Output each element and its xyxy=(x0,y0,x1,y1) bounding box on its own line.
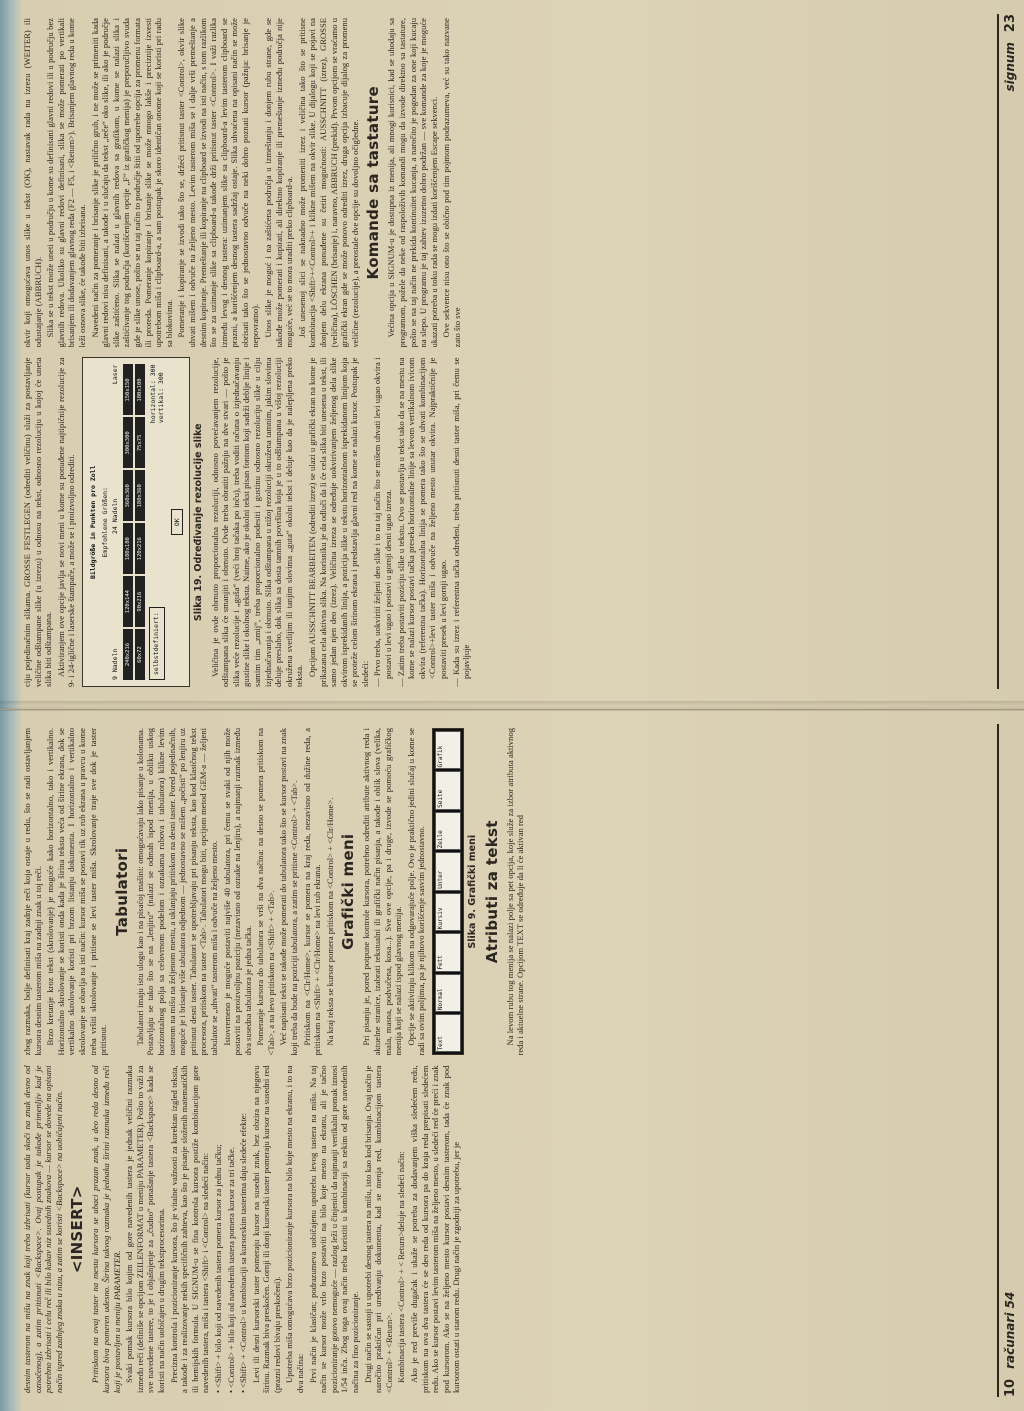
paragraph: Ako je red previše dugačak i ukaže se potreba za dodavanjem viška sledećem redu, pritiskom na ova dva tastera će se deo reda od kursora pa do kraja reda prepisati sledećem redu. Ako se kursor postavi levim tasterom miša na željeno mesto, u sledeći red će preći i znak pod kursorom. Ako se na željeno mesto kursor postavi desnim tasterom, tada će znak pod kursorom ostati u starom redu. Drugi način je zgodniji za upotrebu, jer je xyxy=(409,1065,462,1393)
paragraph: Tabulatori imaju istu ulogu kao i na pisaćoj mašini: omogućavaju lako pisanje u kolonama. Postavljaju se tako što se na „lenjiru“ (nalazi se odmah ispod menija, u obliku uskog horizontalnog polja sa celovrnom podelom i oznakama rubova i tabulatora) klikne levim tasterom na mišu na željenom mestu, a uklanjaju pritiskom na desni taster. Pored pojedinačnih, moguće je i brisanje više tabulatora odjednom — jednostavno se mišem „počisti“ po lenjiru uz pritisnut desni taster. Tabulatori se upotrebljavaju pri pisanju teksta, kao kod klasičnog tekst procesora, pritiskom na taster <Tab>. Tabulatori mogu biti, opcijom metod GEM-a — željeni tabulator se „uhvati“ tasterom miša i odvuče na željeno mesto. xyxy=(134,728,219,1056)
resolution-option: 240x216 xyxy=(123,629,133,680)
resolution-option: 120x144 xyxy=(123,576,133,627)
menu-cell: Grafik xyxy=(435,731,461,769)
bullet-item: • <Control> + bilo koji od navedenih tastera pomera kursor za tri tačke. xyxy=(225,1147,236,1393)
figure-resolution-dialog xyxy=(82,358,190,688)
paragraph: Pri pisanju je, pored potpune kontrole kursora, potrebno odrediti atribute aktivnog reda i aktuelne stranice, izabrati tekstualni ili grafički način pisanja, a takođe i oblik slova (velika, mala, masna, podvučena, kosa...). Sve ove opcije, pa i druge, izvode se pomoću grafičkog menija koji se nalazi ispod glavnog menija. xyxy=(361,728,404,1056)
paragraph: Na levom rubu tog menija se nalazi polje sa pet opcija, koje služe za izbor atributa aktivnog reda i aktuelne strane. Opcijom TEXT se određuje da li će aktivan red xyxy=(504,728,526,1056)
figure-caption: Slika 9. Grafički meni xyxy=(467,834,478,949)
figure-graphic-menu xyxy=(432,728,464,1056)
section-heading-graficki-meni: Grafički meni xyxy=(339,833,358,950)
dash-item: — Zatim treba postaviti poziciju slike u tekstu. Ovo se postavlja u tekst tako da se na mestu na kome se nalazi kursor postavi tačka preseka horizontalne linije sa levom vertikalnom ivicom okvira (referentna tačka). Horizontalna linija se pomera tako što se uhvati kombinacijom <Control>+levi taster miša i odvuče na željeno mesto unutar okvira. Najpraktičnije je postaviti presek u levi gornji ugao. xyxy=(395,357,449,687)
right-column-2 xyxy=(22,18,952,348)
paragraph: Prvi način je klasičan; podrazumeva uobičajenu upotrebu levog tastera na mišu. Na taj način se kursor može vrlo brzo postaviti na bilo koje mesto na ekranu, ali je tačno pozicioniranje gotovo nemoguće — razlog leži u činjenici da najmanji vertikalni pomak iznosi 1/54 inča. Zbog toga ovaj način treba koristiti u kombinaciji sa nekim od gore navedenih načina za fino pozicioniranje. xyxy=(307,1065,361,1393)
custom-values xyxy=(149,365,165,424)
paragraph: zbog razmaka, bolje definisati kraj zadnje reči koja ostaje u redu, što se radi ostavljanjem kursora desnim tasterom miša na zadnji znak u toj reči. xyxy=(22,728,43,1056)
paragraph: Precizna kontrola i pozicioniranje kursora, što je vitalne važnosti za korektan izgled teksta, a takođe i za realizovanje nekih specifičnih zahteva, kao što je pisanje složenih matematičkih ili hemijskih formula. U SIGNUM-u se fina kontrola kursora postiže kombinacijom gore navedenih tastera, miša i tastera <Shift> i <Control> na sledeći način: xyxy=(168,1065,211,1393)
paragraph: Pritiskom na ovaj taster na mestu kursora se ubaci prazan znak, a deo reda desno od kursora biva pomeren udesno. Širina takvog razmaka je jednaka širini razmaka između reči koji je postavljen u meniju PARAMETER. xyxy=(90,1065,122,1393)
paragraph: Veličina je ovde obrnuto proporcionalna rezoluciji, odnosno povećavanjem rezolucije, odštampana slika će smanjiti i obrnuto. Ovde treba obratiti pažnju na dve stvari — pošto je slika veće rezolucije i „guša“ (veći broj tačaka po inču), treba voditi računa o izjednačavanju gustine slike i okolnog teksta. Naime, ako je okolni tekst pisan fontom koji sadrži deblje linije i samim tim „zmij“, treba proporcionalno podesiti i gustinu odnosno rezoluciju slike u cilju izjednačavanja i obrnuto. Slika odštampana u nižoj rezoluciji okružena tamnim, jakim slovima deluje preslabo, dok slika sa dosta tamnih površina koja je u to odštampana u višoj rezoluciji okružena svetlijim ili tanjim slovima „guta“ okolni tekst i deluje kao da je nalepljena preko teksta. xyxy=(209,357,305,687)
resolution-option: 120x216 xyxy=(135,523,145,574)
section-heading-tabulatori: Tabulatori xyxy=(112,847,131,936)
vertical-value: vertikal: 300 xyxy=(156,372,165,424)
paragraph: Još unesenoj slici se naknadno može promeniti izrez i veličina tako što se pritisne kombinacija <Shift>+<Control>+ i klikne mišem na okvir slike. U dijalogu koji se pojavi na donjem delu ekrana ponuđene su četiri mogućnosti: AUSSCHNITT (izrez), GROSSE (veličina), LÖSCHEN (brisanje) i, naravno, ABBRUCH (prekid). Prvom opcijom se vraćamo u grafički ekran gde se može ponovo odrediti izrez, druga opcija izbacuje dijalog za promenu veličine (rezolucije), a preostale dve opcije su dovoljno očigledne. xyxy=(296,18,360,348)
right-page xyxy=(0,0,1024,703)
paragraph: Ove sekvence nisu ono što se obično pod tim pojmom podrazumeva, već su tako nazvane zato što sve xyxy=(441,18,462,348)
left-page xyxy=(0,709,1024,1411)
custom-label: selbstdefiniert: xyxy=(149,607,165,680)
menu-cell: Normal xyxy=(435,974,461,1012)
paragraph: Drugi način se sastoji u upotrebi desnog tastera na mišu, isto kao kod brisanja. Ovaj način je naročito praktičan pri uređivanju dokumenta, kad se menja red, kombinacijom tastera <Control> + <Return>. xyxy=(362,1065,394,1393)
paragraph: desnim tasterom na mišu na znak koji treba izbrisati (kursor tada skoči na znak desno od označenog), a zatim pritisnuti <Backspace>. Ovaj postupak je takođe primenljiv kad je potrebno izbrisati i celu reč ili bilo kakav niz susednih znakova — kursor se dovede na opisani način ispred zadnjeg znaka u nizu, a zatim se koristi <Backspace> na uobičajeni način. xyxy=(22,1065,64,1393)
page-footer xyxy=(997,724,1018,1397)
right-column-1 xyxy=(22,358,952,688)
dialog-subtitle: Empfohlene Größen: xyxy=(100,487,109,558)
dash-item: — Kada su izrez i referentna tačka određeni, treba pritisnuti desni taster miša, pri čemu se pojavljuje xyxy=(450,357,472,687)
paragraph: Istovremeno je moguće postaviti najviše 40 tabulatora, pri čemu se svaki od njih može postaviti na proizvoljnu poziciju (nezavisno od oznake na lenjiru), a najmanji razmak između dva susedna tabulatora je jedna tačka. xyxy=(221,728,253,1056)
horizontal-value: horizontal: 300 xyxy=(148,364,157,424)
resolution-option: 300x300 xyxy=(123,417,133,468)
magazine-name: signum xyxy=(1003,42,1017,92)
paragraph: Levi ili desni kursorski taster pomeraju kursor na susedni znak, bez obzira na njegovu širinu. Razmak biva preskočen. Gornji ili donji kursorski taster pomeraju kursor na susedni red (prazni redovi bivaju preskočeni). xyxy=(250,1065,282,1393)
dialog-title: Bildgröße in Punkten pro Zoll xyxy=(88,465,97,579)
paragraph: Pritiskom na <Clr/Home>, kursor se pomera na kraj reda, nezavisno od dužine reda, a pritiskom na <Shift> + <Clr/Home> na levi rub ekrana. xyxy=(301,728,323,1056)
resolution-option: 60x72 xyxy=(135,629,145,680)
menu-cell: Seite xyxy=(435,771,461,809)
resolution-option: 150x150 xyxy=(123,365,133,416)
dialog-custom-row xyxy=(149,365,165,681)
paragraph: Aktiviranjem ove opcije javlja se novi meni u kome su ponuđene najtipičnije rezolucije za 9- i 24-iglične i laserske štampače, a može se i proizvoljno odrediti. xyxy=(55,357,77,687)
resolution-option: 90x216 xyxy=(135,576,145,627)
page-footer xyxy=(997,14,1018,689)
paragraph: Kombinacija tastera <Control> + < Return>deluje na sledeći način: xyxy=(396,1151,407,1383)
resolution-grid xyxy=(123,365,145,681)
paragraph: Navedeni način za pomeranje i brisanje slike je prilično grub, i ne može se primeniti kada glavni redovi nisu definisani, a takođe i u slučaju da tekst „teče“ oko slike, ili ako je područje slike zaštićeno. Slika se nalazi u glavnih redova sa grafikom, u kome se nalazi slika i zaštićivanje tog područja (korišćenjem opcije „F“ iz grafičkog menija) je preporučljivo svuda gde je slike unose, pošto se na taj način to područje štiti od upotrebe opcija za promenu formata ili proreda. Pomeranje kopiranje i brisanje slike se može mnogo lakše i preciznije izvesti upotrebom miša i clipboard-a, a sam postupak je skoro identičan onome koji se koristi pri radu sa blokovima. xyxy=(89,18,174,348)
resolution-option: 360x360 xyxy=(123,470,133,521)
left-column-2 xyxy=(22,728,952,1056)
graphic-menu-bar xyxy=(433,729,463,1055)
section-heading-insert: <INSERT> xyxy=(68,1185,87,1274)
paragraph: Većina opcija u SIGNUM-u je dostupna iz menija, ali mnogi korisnici, kad se uhodaju sa programom, požele da neke od raspoloživih komandi mogu da izvode direktno sa tastature, pošto se na taj način ne prekida kontinuitet kucanja, a naročito je pogodan za one koji kucaju na slepo. U programu je taj zahtev izuzetno dobro podržan — sve komande za koje je moguće ukazati potreba u toku rada se mogu izdati korišćenjem Escape sekvenci. xyxy=(386,18,439,348)
menu-cell: Kursiv xyxy=(435,893,461,931)
paragraph: Svaki pomak kursora bilo kojim od gore navedenih tastera je jednak veličini razmaka između reči (definiše se opcijom ZEILENFORMAT u meniju PARAMETER). Pošto to važi za sve navedene tastere, to je i objašnjenje za „čudno“ ponašanje tastera <Backspace> kada se koristi na način uobičajen u drugim tekstprocesorima. xyxy=(124,1065,166,1393)
paragraph: Opcije se aktiviraju klikom na odgovarajuće polje. Ovo je praktično jedini slučaj u kome se radi sa ovim poljima, pa je njihovo korišćenje sasvim jednostavno. xyxy=(405,728,427,1056)
menu-cell: Text xyxy=(435,1014,461,1052)
menu-cell: Fett xyxy=(435,933,461,971)
resolution-option: 75x75 xyxy=(135,417,145,468)
page-number: 23 xyxy=(1002,14,1018,33)
bullet-item: • <Shift> + <Control> u kombinaciji sa kursorskim tasterima daju sledeće efekte: xyxy=(238,1113,249,1393)
resolution-option: 100x100 xyxy=(135,365,145,416)
section-heading-atributi: Atributi za tekst xyxy=(482,820,501,964)
figure-caption: Slika 19. Određivanje rezolucije slike xyxy=(192,423,204,622)
paragraph: Pomeranje kursora do tabulatora se vrši na dva načina: na desno se pomera pritiskom na <Tab>, a na levo pritiskom na <Shift> + <Tab>. xyxy=(255,728,276,1056)
paragraph: Upotreba miša omogućava brzo pozicioniranje kursora na bilo koje mesto na ekranu, i to na dva načina: xyxy=(284,1065,306,1393)
resolution-option: 180x360 xyxy=(135,470,145,521)
paragraph: Brzo kretanje kroz tekst (skrolovanje) je moguće kako horizontalno, tako i vertikalno. Horizontalno skrolovanje se koristi onda kada je širina teksta veća od širine ekrana, dok se vertikalno skrolovanje koristi pri brzom listanju dokumenta. I horizontalno i vertikalno skrolovanje se obavlja na isti način: kursor miša se postavi tik uz rub ekrana u pravcu u kome treba vršiti skrolovanje i pritisne se levi taster miša. Skrolovanje traje sve dok je taster pritisnut. xyxy=(45,728,109,1056)
magazine-name: računari 54 xyxy=(1003,1291,1017,1369)
page-number: 10 xyxy=(1002,1378,1018,1397)
paragraph: okvir koji omogućava unos slike u tekst (OK), nastavak rada na izrezu (WEITER) ili odustajanje (ABBRUCH). xyxy=(22,18,43,348)
menu-cell: Unter xyxy=(435,852,461,890)
col-header: 9 Nadeln xyxy=(110,648,119,680)
dialog-ok-button: OK xyxy=(171,509,183,535)
paragraph: Na kraj teksta se kursor pomera pritiskom na <Control> + <Clr/Home>. xyxy=(324,797,335,1046)
menu-cell: Zeile xyxy=(435,812,461,850)
resolution-dialog xyxy=(83,359,189,687)
col-header: 24 Nadeln xyxy=(110,498,119,534)
col-header: Laser xyxy=(110,364,119,385)
dash-item: — Prvo treba, uokviriti željeni deo slike i to na taj način što se mišem uhvati levi ugao okvira i postavi u levi ugao i postavi u gornji desni ugao izreza. xyxy=(372,357,394,687)
paragraph: Slika se u tekst može uneti u području u kome su definisani glavni redovi ili u području bez glavnih redova. Ukoliko su glavni redovi definisani, slika se može pomerati po vertikali brisanjem ili dodavanjem glavnog reda (F2 — F5, i <Return>). Brisanjem glavnog reda u kome leži osnova slike, će takođe biti izbrisana. xyxy=(45,18,87,348)
dialog-column-headers xyxy=(111,365,119,681)
paragraph: Pomeranje i kopiranje se izvodi tako što se, držeći pritisnut taster <Control>, okvir slike uhvati mišem i odvuče na željeno mesto. Levim tasterom miša se i dalje vrši premeštanje a desnim kopiranje. Premeštanje ili kopiranje na clipboard se izvodi na isti način, s tom razlikom što se za uzimanje slike sa clipboard-a takođe drži pritisnut taster <Control>. I važi razlika između levog i desnog tastera: uzimanjem slike sa clipboard-a levim tasterom clipboard se prazni, a korišćenjem desnog tastera sadržaj ostaje. Slika uhvaćena na opisani način se može obrisati tako što se jednostavno odvuče na neki dobro poznati kursor (pažnja: brisanje je nepovratno). xyxy=(176,18,261,348)
resolution-option: 180x180 xyxy=(123,523,133,574)
paragraph: Opcijom AUSSCHNITT BEARBEITEN (odrediti izrez) se ulazi u grafički ekran na kome je prikazana cela aktivna slika. Na korisniku je da odluči da li će cela slika biti unesena u tekst, ili samo jedan njen deo (izrez). Veličina izreza se određuje uokvirivanjem željenog dela slike okvirom isprekidanih linija, a pozicija slike u tekstu horizontalnom isprekidanom linijom koja se proteže celom širinom ekrana i predstavlja glavni red na kome se nalazi kursor. Postupak je sledeći: xyxy=(306,357,370,687)
paragraph: ciju pojedinačnim slikama. GROSSE FESTLEGEN (odrediti veličinu) služi za postavljanje veličine odštampane slike (u izrezu) u odnosu na tekst, odnosno rezoluciju u kojoj će uneta slika biti odštampana. xyxy=(22,357,54,687)
left-column-1 xyxy=(22,1066,952,1394)
bullet-item: • <Shift> + bilo koji od navedenih tastera pomera kursor za jednu tačku; xyxy=(212,1144,223,1393)
paragraph: Već napisani tekst se takođe može pomerati do tabulatora tako što se kursor postavi na znak koji treba da bude na poziciji tabulatora, a zatim se pritisne <Control> + <Tab>. xyxy=(278,728,300,1056)
section-heading-komande: Komande sa tastature xyxy=(364,86,383,280)
paragraph: Unos slike je moguć i na zaštićena područja u izmeštanju i donjem rubu strane, gde se takođe može pomerati i kopirati, ali direktno kopiranje ili premeštanje između područja nije moguće, već se to mora uraditi preko clipboard-a. xyxy=(263,18,295,348)
